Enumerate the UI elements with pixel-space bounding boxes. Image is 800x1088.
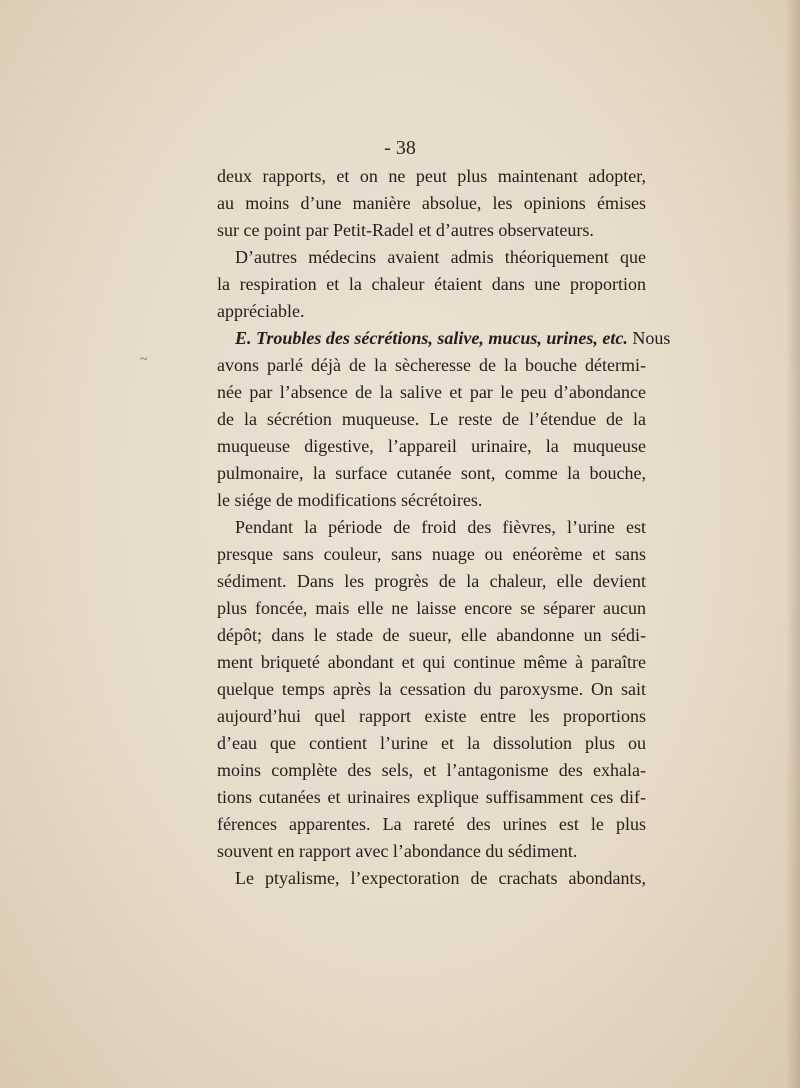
- body-text: [217, 163, 671, 892]
- section-heading-line: [217, 325, 671, 352]
- text-line: quelque temps après la cessation du paroxysme. On sait: [217, 679, 646, 699]
- margin-dash-mark: ~: [140, 352, 148, 367]
- text-line: dépôt; dans le stade de sueur, elle abandonne un sédi-: [217, 625, 646, 645]
- text-line: avons parlé déjà de la sècheresse de la bouche détermi-: [217, 355, 646, 375]
- text-line: souvent en rapport avec l’abondance du sédiment.: [217, 841, 578, 861]
- text-line: ment briqueté abondant et qui continue même à paraître: [217, 652, 646, 672]
- text-line: aujourd’hui quel rapport existe entre les proportions: [217, 706, 646, 726]
- text-line: tions cutanées et urinaires explique suffisamment ces dif-: [217, 787, 646, 807]
- text-line: muqueuse digestive, l’appareil urinaire, la muqueuse: [217, 436, 646, 456]
- text-line: deux rapports, et on ne peut plus maintenant adopter,: [217, 166, 646, 186]
- text-line: de la sécrétion muqueuse. Le reste de l’étendue de la: [217, 409, 646, 429]
- text-line: la respiration et la chaleur étaient dans une proportion: [217, 274, 646, 294]
- text-line: le siége de modifications sécrétoires.: [217, 490, 483, 510]
- text-line: presque sans couleur, sans nuage ou enéorème et sans: [217, 544, 646, 564]
- text-line: sédiment. Dans les progrès de la chaleur, elle devient: [217, 571, 646, 591]
- text-line: férences apparentes. La rareté des urines est le plus: [217, 814, 646, 834]
- text-line: Pendant la période de froid des fièvres, l’urine est: [235, 517, 646, 537]
- text-line: D’autres médecins avaient admis théoriquement que: [235, 247, 646, 267]
- page-number: - 38: [384, 137, 416, 159]
- section-heading: E. Troubles des sécrétions, salive, mucus, urines, etc.: [235, 328, 628, 348]
- page-edge-shadow: [786, 0, 800, 1088]
- section-heading-continuation: Nous: [627, 328, 671, 348]
- text-line: née par l’absence de la salive et par le peu d’abondance: [217, 382, 646, 402]
- text-line: plus foncée, mais elle ne laisse encore se séparer aucun: [217, 598, 646, 618]
- text-line: d’eau que contient l’urine et la dissolution plus ou: [217, 733, 646, 753]
- text-line: appréciable.: [217, 301, 305, 321]
- text-line: Le ptyalisme, l’expectoration de crachats abondants,: [235, 868, 646, 888]
- text-line: pulmonaire, la surface cutanée sont, comme la bouche,: [217, 463, 646, 483]
- text-line: moins complète des sels, et l’antagonisme des exhala-: [217, 760, 646, 780]
- text-line: au moins d’une manière absolue, les opinions émises: [217, 193, 646, 213]
- text-line: sur ce point par Petit-Radel et d’autres observateurs.: [217, 220, 594, 240]
